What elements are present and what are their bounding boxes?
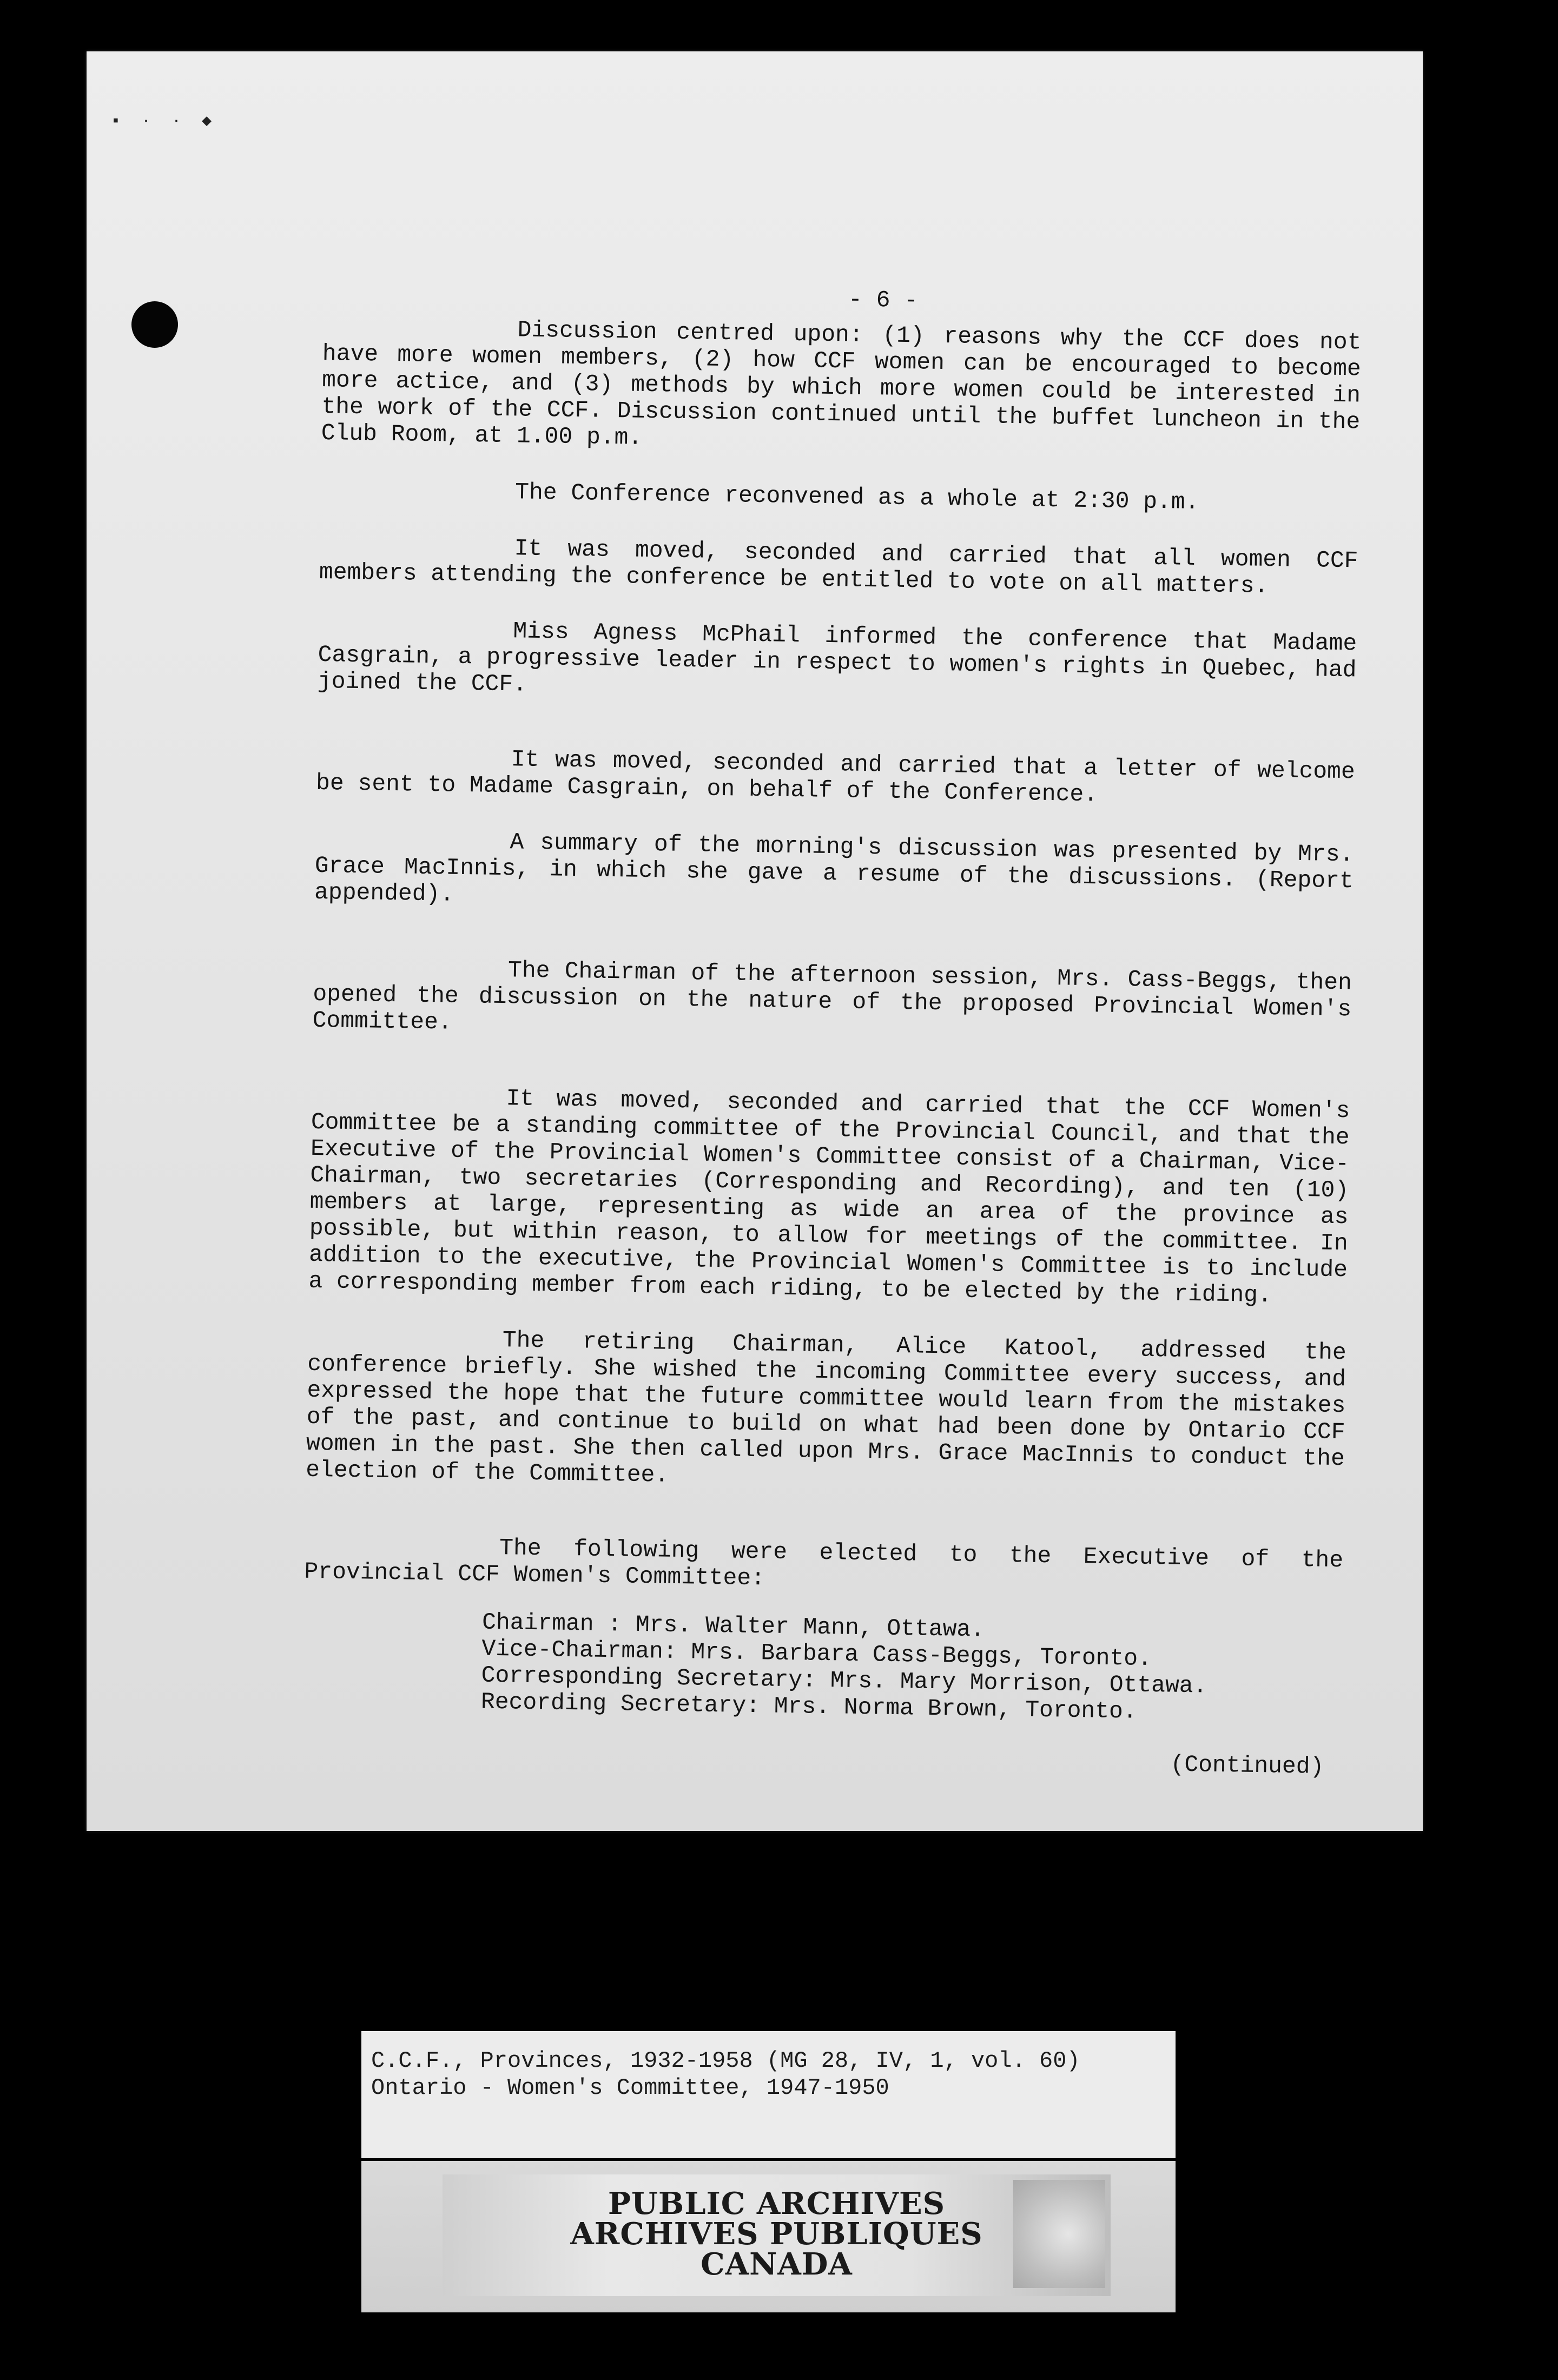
reference-line-1: C.C.F., Provinces, 1932-1958 (MG 28, IV, 1, vol. 60) (371, 2048, 1080, 2074)
archive-reference-label (361, 2031, 1176, 2158)
stamp-text (443, 2186, 1111, 2282)
paragraph-vote-motion: It was moved, seconded and carried that all women CCF members attending the conference be entitled to vote on all matters. (319, 535, 1358, 599)
paragraph-casgrain: Miss Agness McPhail informed the conference that Madame Casgrain, a progressive leader in respect to women's rights in Quebec, had joined the CCF. (317, 618, 1357, 698)
reference-line-2: Ontario - Women's Committee, 1947-1950 (371, 2075, 889, 2101)
paragraph-summary: A summary of the morning's discussion was presented by Mrs. Grace MacInnis, in which she gave a resume of the discussions. (Report appended). (314, 829, 1354, 908)
archive-stamp (361, 2161, 1176, 2312)
stamp-line-2: ARCHIVES PUBLIQUES (570, 2216, 983, 2252)
paragraph-welcome-letter: It was moved, seconded and carried that a letter of welcome be sent to Madame Casgrain, on behalf of the Conference. (315, 746, 1356, 808)
document-body (301, 279, 1362, 1780)
paragraph-afternoon-session: The Chairman of the afternoon session, Mrs. Cass-Beggs, then opened the discussion on the nature of the proposed Provincial Women's Committee. (312, 957, 1352, 1036)
stamp-line-1: PUBLIC ARCHIVES (608, 2186, 946, 2222)
document-page (87, 51, 1423, 1831)
officer-chairman: Chairman : Mrs. Walter Mann, Ottawa. (481, 1609, 985, 1643)
officer-corresponding-secretary: Corresponding Secretary: Mrs. Mary Morrison, Ottawa. (481, 1662, 1207, 1700)
page-number: - 6 - (848, 286, 919, 314)
paragraph-elected: The following were elected to the Executive of the Provincial CCF Women's Committee: (304, 1535, 1344, 1592)
officer-recording-secretary: Recording Secretary: Mrs. Norma Brown, Toronto. (480, 1688, 1138, 1725)
continued-note: (Continued) (1170, 1751, 1324, 1780)
stamp-plate (443, 2174, 1111, 2296)
paragraph-reconvened: The Conference reconvened as a whole at 2:30 p.m. (514, 479, 1199, 516)
punch-hole (131, 301, 178, 348)
officer-vice-chairman: Vice-Chairman: Mrs. Barbara Cass-Beggs, Toronto. (481, 1635, 1152, 1672)
paragraph-discussion: Discussion centred upon: (1) reasons why the CCF does not have more women members, (2) how CCF women can be encouraged to become more actice, and (3) methods by which more women could be interested in the work of the CCF. Discussion continued until the buffet luncheon in the Club Room, at 1.00 p.m. (321, 316, 1362, 451)
paragraph-standing-committee: It was moved, seconded and carried that the CCF Women's Committee be a standing committee of the Provincial Council, and that the Executive of the Provincial Women's Committee consist of a Chairman, Vice-Chairman, two secretaries (Corresponding and Recording), and ten (10) members at large, representing as wide an area of the province as possible, but within reason, to allow for meetings of the committee. In addition to the executive, the Provincial Women's Committee is to include a corresponding member from each riding, to be elected by the riding. (308, 1085, 1350, 1309)
scan-specks: ▪ · · ◆ (111, 113, 217, 131)
stamp-line-3: CANADA (701, 2246, 853, 2282)
paragraph-retiring-chairman: The retiring Chairman, Alice Katool, addressed the conference briefly. She wished the incoming Committee every success, and expressed the hope that the future committee would learn from the mistakes of the past, and continue to build on what had been done by Ontario CCF women in the past. She then called upon Mrs. Grace MacInnis to conduct the election of the Committee. (305, 1327, 1347, 1489)
officers-list (481, 1609, 1343, 1728)
